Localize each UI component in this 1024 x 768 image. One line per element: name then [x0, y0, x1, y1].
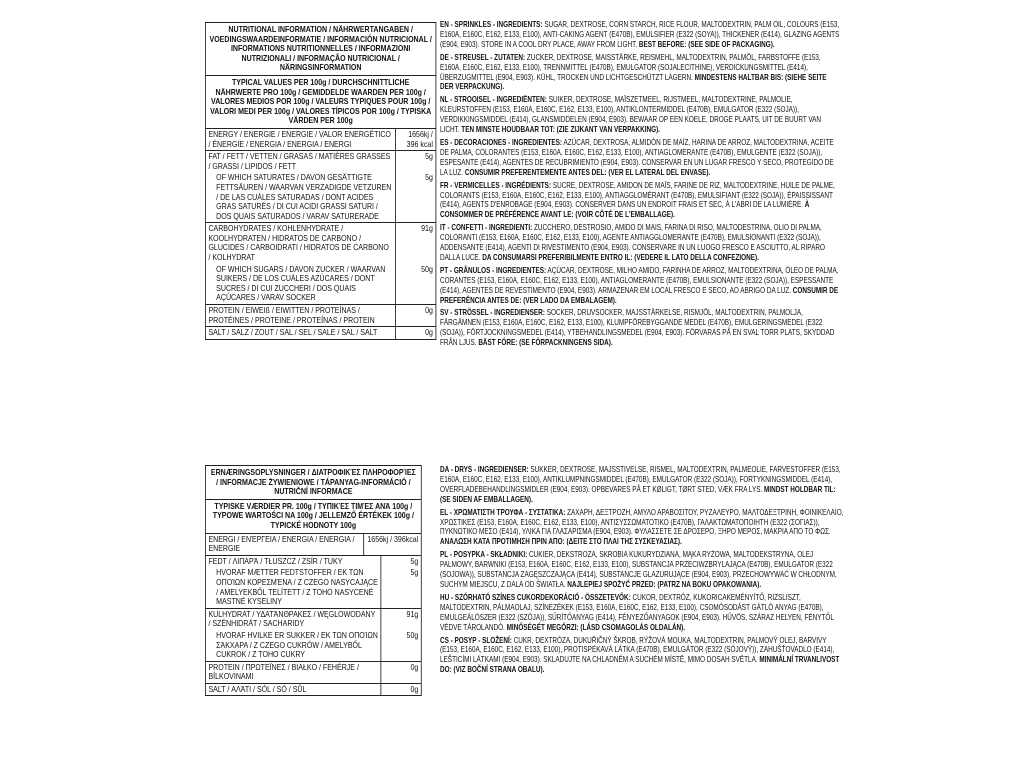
best-before-text: CONSUMIR PREFERENTEMENTE ANTES DEL: (VER EL LATERAL DEL ENVASE).: [463, 167, 711, 177]
ingredient-body: AZÚCAR, DEXTROSA, ALMIDÓN DE MAÍZ, HARINA DE ARROZ, MALTODEXTRINA, ACEITE DE PALMA, COLORANTES (E153, E160A, E160C, E162, E133, E100), ANTIAGLOMERANTE (E470B), EMULGENTE (E322 (SOJA)), ESPESANTE (E414), AGENTES DE RECUBRIMIENTO (E904, E903). CONSERVAR EN UN LUGAR FRESCO Y SECO, PROTEGIDO DE LA LUZ.: [440, 137, 834, 177]
carb-group: [206, 223, 436, 305]
energy-value: 1656kj / 396kcal: [363, 534, 421, 555]
sugars-row: [206, 264, 436, 304]
nutrition-table-2: [205, 465, 422, 696]
carb-label: KULHYDRAT / ΥΔΑΤΆΝΘΡΑΚΕΣ / WĘGLOWODANY / SZÉNHIDRÁT / SACHARIDY: [208, 609, 376, 629]
salt-label: SALT / ΑΛΆΤΙ / SÓL / SÓ / SŮL: [208, 684, 307, 694]
ingredient-paragraph: [440, 20, 842, 50]
protein-row: [206, 662, 421, 684]
ingredient-paragraph: [440, 593, 846, 633]
ingredient-body: ZUCCHERO, DESTROSIO, AMIDO DI MAIS, FARINA DI RISO, MALTODESTRINA, OLIO DI PALMA, COLORANTI (E153, E160A, E160C, E162, E133, E100), AGENTE ANTIAGGLOMERANTE (E470B), EMULSIONANTI (E322 (SOJA)), ADDENSANTE (E414), AGENTI DI RIVESTIMENTO (E904, E903). CONSERVARE IN UN LUOGO FRESCO E ASCIUTTO, AL RIPARO DALLA LUCE.: [440, 223, 825, 262]
ingredient-title: EL - ΧΡΩΜΑΤΙΣΤΗ ΤΡΟΥΦΑ - ΣΥΣΤΑΤΙΚΑ:: [440, 507, 566, 517]
fat-group: [206, 151, 436, 223]
ingredient-body: SOCKER, DRUVSOCKER, MAJSSTÄRKELSE, RISMJÖL, MALTODEXTRIN, PALMOLJA, FÄRGÄMNEN (E153, E160A, E160C, E162, E133, E100), KLUMPFÖREBYGGANDE MEDEL (E470B), EMULGERINGSMEDEL (E322 (SOJA)), FÖRTJOCKNINGSMEDEL (E414), YTBEHANDLINGSMEDEL (E904, E903). FÖRVARAS PÅ EN SVAL TORR PLATS, SKYDDAD FRÅN LJUS.: [440, 308, 835, 348]
best-before-text: À CONSOMMER DE PRÉFÉRENCE AVANT LE: (VOIR CÔTÉ DE L'EMBALLAGE).: [440, 200, 810, 220]
ingredient-title: DA - DRYS - INGREDIENSER:: [440, 465, 529, 474]
protein-label: PROTEIN / ΠΡΩΤΕΪΝΕΣ / BIAŁKO / FEHÉRJE / BÍLKOVINAMI: [208, 662, 359, 682]
carb-row: [206, 223, 436, 263]
best-before-text: ΑΝΑΛΩΣΗ ΚΑΤΑ ΠΡΟΤΙΜΗΣΗ ΠΡΙΝ ΑΠΟ: (ΔΕΙΤΕ ΣΤΟ ΠΛΑΙ ΤΗΣ ΣΥΣΚΕΥΑΣΙΑΣ).: [440, 537, 682, 547]
best-before-text: BÄST FÖRE: (SE FÖRPACKNINGENS SIDA).: [476, 338, 613, 348]
ingredient-title: HU - SZÓRHATÓ SZÍNES CUKORDEKORÁCIÓ - ÖSSZETEVŐK:: [440, 592, 631, 602]
ingredient-paragraph: [440, 53, 842, 93]
best-before-text: NAJLEPIEJ SPOŻYĆ PRZED: (PATRZ NA BOKU OPAKOWANIA).: [565, 579, 762, 589]
ingredient-title: EN - SPRINKLES - INGREDIENTS:: [440, 20, 543, 29]
typical-values-header: TYPICAL VALUES PER 100g / DURCHSCHNITTLICHE NÄHRWERTE PRO 100g / GEMIDDELDE WAARDEN PER 100g / VALORES MEDIOS POR 100g / VALEURS TYPIQUES POUR 100g / VALORI MEDI PER 100g / VALORES TÍPICOS POR 100g / TYPISKA VÄRDEN PER 100g: [206, 76, 436, 129]
carb-value: 91g: [395, 223, 435, 263]
ingredient-paragraph: [440, 550, 846, 590]
ingredient-paragraph: [440, 95, 842, 135]
ingredient-body: ZUCKER, DEXTROSE, MAISSTÄRKE, REISMEHL, MALTODEXTRIN, PALMÖL, FARBSTOFFE (E153, E160A, E160C, E162, E133, E100), TRENNMITTEL (E470B), EMULGATOR (SOJALECITHINE), VERDICKUNGSMITTEL (E414), ÜBERZUGMITTEL (E904, E903). KÜHL, TROCKEN UND LICHTGESCHÜTZT LAGERN.: [440, 52, 821, 82]
ingredient-title: IT - CONFETTI - INGREDIENTI:: [440, 223, 533, 233]
ingredient-body: SUCRE, DEXTROSE, AMIDON DE MAÏS, FARINE DE RIZ, MALTODEXTRINE, HUILE DE PALME, COLORANTS (E153, E160A, E160C, E162, E133, E100), ANTIAGGLOMÉRANT (E470B), EMULSIFIANT (E322 (SOJA)), ÉPAISSISSANT (E414), AGENTS D'ENROBAGE (E904, E903). CONSERVER DANS UN ENDROIT FRAIS ET SEC, À L'ABRI DE LA LUMIÈRE.: [440, 180, 835, 210]
ingredient-paragraph: [440, 181, 842, 221]
ingredient-paragraph: [440, 508, 846, 548]
energy-row: [206, 129, 436, 151]
ingredient-body: CUKR, DEXTRÓZA, DUKUŘIČNÝ ŠKROB, RÝŽOVÁ MOUKA, MALTODEXTRIN, PALMOVÝ OLEJ, BARVIVY (E153, E160A, E160C, E162, E133, E100), PROTISPÉKAVÁ LÁTKA (E470B), EMULGÁTOR (E322 (SÓJOVÝ)), ZAHUŠŤOVADLO (E414), LEŠTICÍMI LÁTKAMI (E904, E903). SKLADUJTE NA CHLADNÉM A SUCHÉM MÍSTĚ, MIMO DOSAH SVĚTLA.: [440, 635, 835, 665]
best-before-text: MINDESTENS HALTBAR BIS: (SIEHE SEITE DER VERPACKUNG).: [440, 72, 827, 92]
ingredient-body: AÇÚCAR, DEXTROSE, MILHO AMIDO, FARINHA DE ARROZ, MALTODEXTRINA, ÓLEO DE PALMA, CORANTES (E153, E160A, E160C, E162, E133, E100), ANTIAGLOMERANTE (E470B), EMULSIONANTE (E322 (SOJA)), ESPESSANTE (E414), AGENTES DE REVESTIMENTO (E904, E903). ARMAZENAR EM LOCAL FRESCO E SECO, AO ABRIGO DA LUZ.: [440, 265, 839, 295]
ingredient-title: PL - POSYPKA - SKŁADNIKI:: [440, 550, 528, 560]
ingredient-paragraph: [440, 636, 846, 676]
fat-label: FAT / FETT / VETTEN / GRASAS / MATIÈRES GRASSES / GRASSI / LIPIDOS / FETT: [208, 152, 391, 171]
ingredient-paragraph: [440, 465, 846, 505]
fat-row: [206, 556, 421, 568]
ingredient-body: SUGAR, DEXTROSE, CORN STARCH, RICE FLOUR, MALTODEXTRIN, PALM OIL, COLOURS (E153, E160A, E160C, E162, E133, E100), ANTI-CAKING AGENT (E470B), EMULSIFIER (E322 (SOYA)), THICKENER (E414), GLAZING AGENTS (E904, E903). STORE IN A COOL DRY PLACE, AWAY FROM LIGHT.: [440, 20, 840, 49]
fat-group: [206, 556, 421, 609]
best-before-text: MINDST HOLDBAR TIL: (SE SIDEN AF EMBALLAGEN).: [440, 484, 836, 504]
fat-value: 5g: [380, 556, 420, 568]
ingredient-body: CUKOR, DEXTRÓZ, KUKORICAKEMÉNYÍTŐ, RIZSLISZT, MALTODEXTRIN, PÁLMAOLAJ, SZÍNEZÉKEK (E153, E160A, E160C, E162, E133, E100), CSOMÓSODÁST GÁTLÓ ANYAG (E470B), EMULGEÁLÓSZER (E322 (SZÓJA)), SŰRÍTŐANYAG (E414), FÉNYEZŐANYAGOK (E904, E903). HŰVÖS, SZÁRAZ HELYEN, FÉNYTŐL VÉDVE TÁROLANDÓ.: [440, 592, 834, 632]
ingredient-paragraph: [440, 266, 842, 306]
ingredient-title: PT - GRÂNULOS - INGREDIENTES:: [440, 265, 547, 275]
ingredient-title: FR - VERMICELLES - INGRÉDIENTS:: [440, 180, 552, 190]
carb-row: [206, 609, 421, 630]
sugars-value: 50g: [380, 630, 420, 661]
saturates-value: 5g: [395, 172, 435, 222]
carb-group: [206, 609, 421, 662]
ingredient-paragraph: [440, 138, 842, 178]
energy-value: 1656kj / 396 kcal: [395, 129, 435, 150]
nutrition-header: ERNÆRINGSOPLYSNINGER / ΔΙΑΤΡΟΦΙΚΈΣ ΠΛΗΡΟΦΟΡΊΕΣ / INFORMACJE ŻYWIENIOWE / TÁPANYAG-INFORMÁCIÓ / NUTRIČNÍ INFORMACE: [206, 466, 421, 500]
ingredient-title: SV - STRÖSSEL - INGREDIENSER:: [440, 308, 545, 318]
ingredient-paragraph: [440, 308, 842, 348]
typical-values-header: TYPISKE VÆRDIER PR. 100g / ΤΥΠΙΚΈΣ ΤΙΜΈΣ ΑΝΆ 100g / TYPOWE WARTOŚCI NA 100g / JELLEMZŐ ÉRTÉKEK 100g / TYPICKÉ HODNOTY 100g: [206, 500, 421, 534]
best-before-text: CONSUMIR DE PREFERÊNCIA ANTES DE: (VER LADO DA EMBALAGEM).: [440, 285, 839, 305]
protein-value: 0g: [380, 662, 420, 683]
saturates-label: HVORAF MÆTTER FEDTSTOFFER / ΕΚ ΤΩΝ ΟΠΟΊΩΝ ΚΟΡΕΣΜΈΝΑ / Z CZEGO NASYCAJĄCE / AMELYEKBŐL TELÍTETT / Z TOHO NASYCENÉ MASTNÉ KYSELINY: [216, 568, 378, 607]
sugars-label: HVORAF HVILKE ER SUKKER / ΕΚ ΤΩΝ ΟΠΟΊΩΝ ΣΆΚΧΑΡΑ / Z CZEGO CUKRÓW / AMELYBŐL CUKROK / Z TOHO CUKRY: [216, 630, 378, 660]
best-before-text: DA CONSUMARSI PREFERIBILMENTE ENTRO IL: (VEDERE IL LATO DELLA CONFEZIONE).: [480, 252, 759, 262]
energy-label: ENERGY / ENERGIE / ENERGIE / VALOR ENERGÉTICO / ÉNERGIE / ENERGIA / ENERGIA / ENERGI: [208, 129, 391, 149]
best-before-text: TEN MINSTE HOUDBAAR TOT: (ZIE ZIJKANT VAN VERPAKKING).: [459, 125, 660, 135]
nutrition-table-1: [205, 22, 436, 340]
ingredient-body: ΖΑΧΑΡΗ, ΔΕΞΤΡΟΖΗ, ΑΜΥΛΟ ΑΡΑΒΟΣΙΤΟΥ, ΡΥΖΑΛΕΥΡΟ, ΜΑΛΤΟΔΕΞΤΡΙΝΗ, ΦΟΙΝΙΚΕΛΑΙΟ, ΧΡΩΣΤΙΚΕΣ (E153, E160A, E160C, E162, E133, E100), ΑΝΤΙΣΥΣΣΩΜΑΤΟΤΙΚΟ (E470B), ΓΑΛΑΚΤΩΜΑΤΟΠΟΙΗΤΗ (E322 (ΣΟΓΙΑΣ)), ΠΥΚΝΩΤΙΚΟ ΜΕΣΟ (E414), ΥΛΙΚΑ ΓΙΑ ΓΛΑΣΑΡΙΣΜΑ (E904, E903). ΦΥΛΑΣΣΕΤΕ ΣΕ ΔΡΟΣΕΡΟ, ΞΗΡΟ ΜΕΡΟΣ, ΜΑΚΡΙΑ ΑΠΟ ΤΟ ΦΩΣ.: [440, 507, 844, 537]
ingredient-paragraph: [440, 223, 842, 263]
protein-row: [206, 305, 436, 327]
sugars-label: OF WHICH SUGARS / DAVON ZUCKER / WAARVAN SUIKERS / DE LOS CUÁLES AZÚCARES / DONT SUCRES / DI CUI ZUCCHERI / DOS QUAIS AÇÚCARES / VARAV SOCKER: [216, 264, 386, 303]
fat-value: 5g: [395, 151, 435, 172]
best-before-text: MINŐSÉGÉT MEGŐRZI: (LÁSD CSOMAGOLÁS OLDALÁN).: [504, 622, 686, 632]
ingredient-title: ES - DECORACIONES - INGREDIENTES:: [440, 137, 563, 147]
ingredients-block-2: [440, 465, 846, 678]
protein-value: 0g: [395, 305, 435, 326]
sugars-value: 50g: [395, 264, 435, 304]
energy-label: ENERGI / ΕΝΈΡΓΕΙΑ / ENERGIA / ENERGIA / ENERGIE: [208, 534, 355, 554]
saturates-label: OF WHICH SATURATES / DAVON GESÄTTIGTE FETTSÄUREN / WAARVAN VERZADIGDE VETZUREN / DE LAS CUÁLES SATURADAS / DONT ACIDES GRAS SATURÉS / DI CUI ACIDI GRASSI SATURI / DOS QUAIS SATURADOS / VARAV SATURERADE: [216, 173, 392, 221]
salt-row: [206, 684, 421, 696]
best-before-text: MINIMÁLNÍ TRVANLIVOST DO: (VIZ BOČNÍ STRANA OBALU).: [440, 655, 840, 675]
best-before-text: BEST BEFORE: (SEE SIDE OF PACKAGING).: [637, 39, 775, 49]
sugars-row: [206, 630, 421, 661]
salt-value: 0g: [395, 327, 435, 339]
salt-label: SALT / SALZ / ZOUT / SAL / SEL / SALE / SAL / SALT: [208, 328, 378, 338]
ingredient-title: CS - POSYP - SLOŽENÍ:: [440, 635, 512, 645]
protein-label: PROTEIN / EIWEIß / EIWITTEN / PROTEÍNAS / PROTÉINES / PROTEINE / PROTEÍNAS / PROTEIN: [208, 306, 375, 325]
saturates-value: 5g: [380, 567, 420, 607]
ingredients-block-1: [440, 20, 842, 351]
ingredient-body: SUIKER, DEXTROSE, MAÏSZETMEEL, RIJSTMEEL, MALTODEXTRINE, PALMOLIE, KLEURSTOFFEN (E153, E160A, E160C, E162, E133, E100), ANTIKLONTERMIDDEL (E470B), EMULGATOR (E322 (SOJA)), VERDIKKINGSMIDDEL (E414), GLANSMIDDELEN (E904, E903). BEWAAR OP EEN KOELE, DROGE PLAATS, UIT DE BUURT VAN LICHT.: [440, 95, 822, 135]
ingredient-title: DE - STREUSEL - ZUTATEN:: [440, 52, 526, 62]
nutrition-header: NUTRITIONAL INFORMATION / NÄHRWERTANGABEN / VOEDINGSWAARDEINFORMATIE / INFORMACIÓN NUTRICIONAL / INFORMATIONS NUTRITIONNELLES / INFORMAZIONI NUTRIZIONALI / INFORMAÇÃO NUTRICIONAL / NÄRINGSINFORMATION: [206, 23, 436, 76]
carb-value: 91g: [380, 609, 420, 630]
ingredient-body: CUKIER, DEKSTROZA, SKROBIA KUKURYDZIANA, MĄKA RYŻOWA, MALTODEKSTRYNA, OLEJ PALMOWY, BARWNIKI (E153, E160A, E160C, E162, E133, E100), SUBSTANCJA PRZECIWZBRYLAJĄCA (E470B), EMULGATOR (E322 (SOJOWA)), SUBSTANCJA ZAGĘSZCZAJĄCA (E414), SUBSTANCJE GLAZURUJĄCE (E904, E903). PRZECHOWYWAĆ W CHŁODNYM, SUCHYM MIEJSCU, Z DALA OD ŚWIATŁA.: [440, 550, 837, 589]
energy-row: [206, 534, 421, 556]
saturates-row: [206, 567, 421, 607]
ingredient-title: NL - STROOISEL - INGREDIËNTEN:: [440, 95, 547, 105]
salt-value: 0g: [380, 684, 420, 696]
saturates-row: [206, 172, 436, 222]
salt-row: [206, 327, 436, 339]
fat-label: FEDT / ΛΙΠΑΡΆ / TŁUSZCZ / ZSÍR / TUKY: [208, 556, 343, 566]
fat-row: [206, 151, 436, 172]
ingredient-body: SUKKER, DEXTROSE, MAJSSTIVELSE, RISMEL, MALTODEXTRIN, PALMEOLIE, FARVESTOFFER (E153, E160A, E160C, E162, E133, E100), ANTIKLUMPNINGSMIDDEL (E470B), EMULGATOR (E322 (SOJA)), FORTYKNINGSMIDDEL (E414), OVERFLADEBEHANDLINGSMIDLER (E904, E903). OPBEVARES PÅ ET KØLIGT, TØRT STED, VÆK FRA LYS.: [440, 465, 841, 494]
carb-label: CARBOHYDRATES / KOHLENHYDRATE / KOOLHYDRATEN / HIDRATOS DE CARBONO / GLUCIDES / CARBOIDRATI / HIDRATOS DE CARBONO / KOLHYDRAT: [208, 224, 389, 263]
